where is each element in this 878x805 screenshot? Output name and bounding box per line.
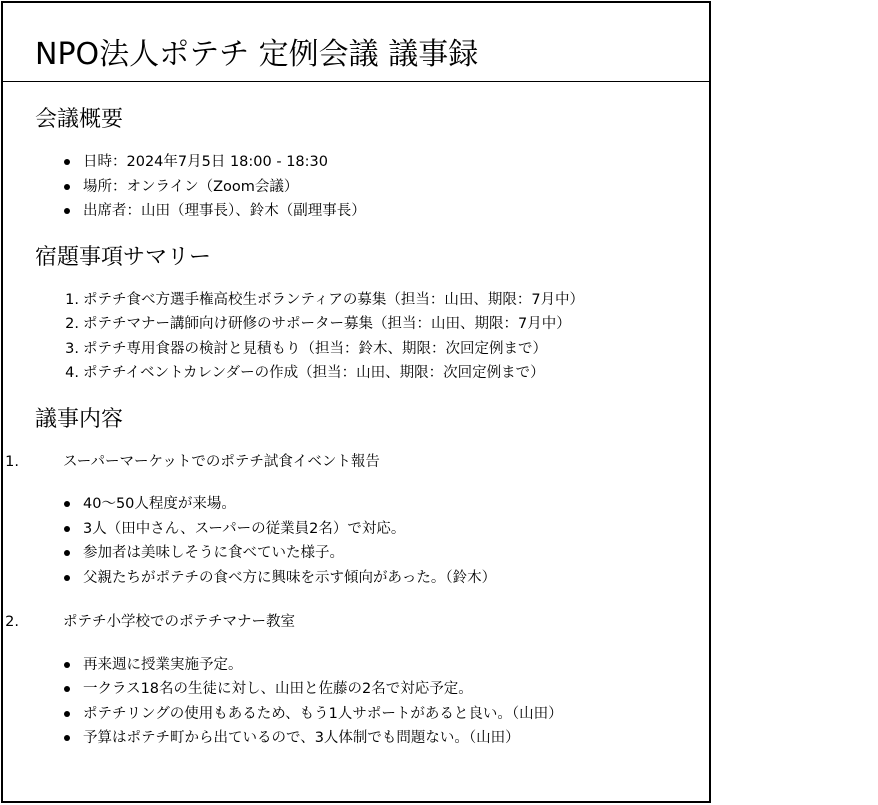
task-text: ポテチ食べ方選手権高校生ボランティアの募集（担当：山田、期限：7月中） (83, 291, 585, 308)
task-text: ポテチイベントカレンダーの作成（担当：山田、期限：次回定例まで） (83, 365, 545, 381)
topic-number: 1. (5, 453, 19, 470)
document-page (1, 1, 711, 803)
minutes-point: 参加者は美味しそうに食べていた様子。 (63, 541, 709, 566)
minutes-topic-title (3, 610, 709, 635)
minutes-point: 父親たちがポテチの食べ方に興味を示す傾向があった。（鈴木） (63, 566, 709, 591)
section-heading-minutes: 議事内容 (35, 406, 124, 432)
minutes-point: 再来週に授業実施予定。 (63, 653, 709, 678)
topic-title-text: スーパーマーケットでのポテチ試食イベント報告 (63, 453, 380, 470)
minutes-point: 3人（田中さん、スーパーの従業員2名）で対応。 (63, 517, 709, 542)
task-item (63, 361, 709, 386)
section-heading-overview: 会議概要 (35, 107, 124, 132)
overview-item-datetime: 日時：2024年7月5日 18:00 - 18:30 (63, 150, 709, 175)
task-number: 3. (65, 340, 79, 357)
topic-number: 2. (5, 614, 19, 630)
minutes-point: 40〜50人程度が来場。 (63, 492, 709, 517)
minutes-point: 予算はポテチ町から出ているので、3人体制でも問題ない。（山田） (63, 726, 709, 751)
task-number: 4. (65, 365, 79, 381)
minutes-topic-title (3, 450, 709, 475)
task-item (63, 288, 709, 313)
overview-item-location: 場所：オンライン（Zoom会議） (63, 175, 709, 200)
section-heading-tasks: 宿題事項サマリー (35, 244, 212, 270)
task-text: ポテチ専用食器の検討と見積もり（担当：鈴木、期限：次回定例まで） (83, 340, 547, 357)
tasks-list (3, 288, 709, 386)
task-text: ポテチマナー講師向け研修のサポーター募集（担当：山田、期限：7月中） (83, 316, 571, 332)
minutes-point: ポテチリングの使用もあるため、もう1人サポートがあると良い。（山田） (63, 702, 709, 727)
minutes-topic-points (3, 653, 709, 751)
task-item (63, 312, 709, 337)
task-number: 2. (65, 316, 79, 332)
task-number: 1. (65, 291, 79, 308)
overview-list (3, 150, 709, 224)
overview-item-attendees: 出席者：山田（理事長）、鈴木（副理事長） (63, 199, 709, 224)
task-item (63, 337, 709, 362)
minutes-point: 一クラス18名の生徒に対し、山田と佐藤の2名で対応予定。 (63, 677, 709, 702)
minutes-topic-points (3, 492, 709, 590)
topic-title-text: ポテチ小学校でのポテチマナー教室 (63, 614, 295, 630)
page-title: NPO法人ポテチ 定例会議 議事録 (3, 3, 709, 82)
